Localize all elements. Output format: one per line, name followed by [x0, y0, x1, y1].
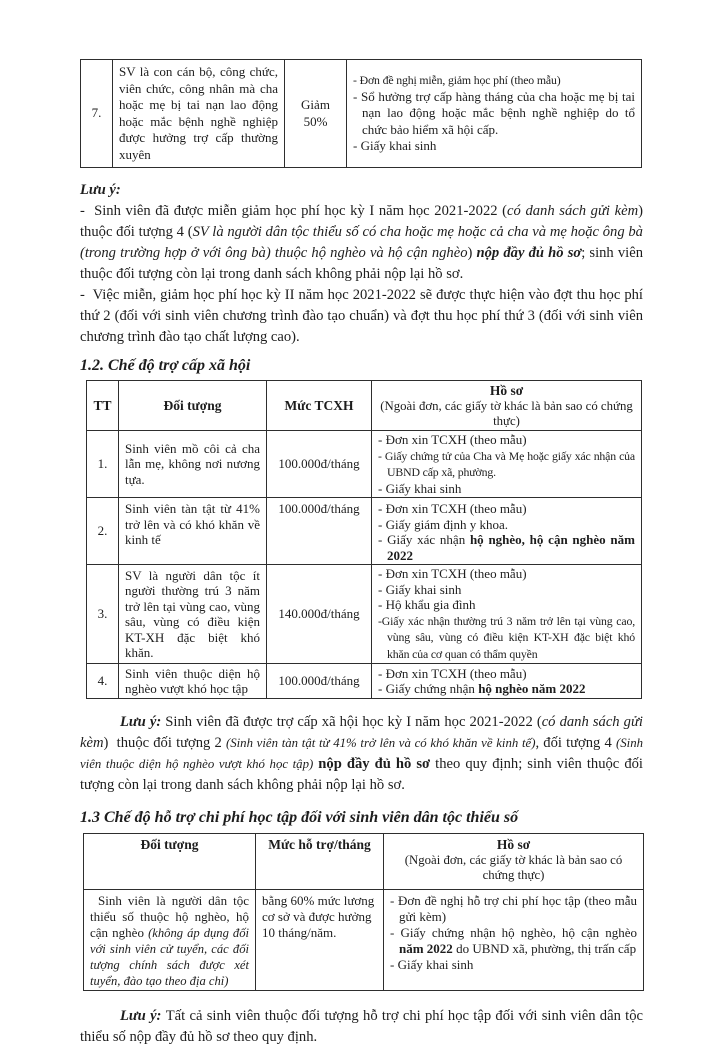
cell-muc-tcxh: 100.000đ/tháng [267, 431, 372, 498]
cell-ho-so: - Đơn xin TCXH (theo mẫu) - Giấy giám định y khoa. - Giấy xác nhận hộ nghèo, hộ cận nghèo năm 2022 [372, 498, 642, 565]
header-muc-ho-tro: Mức hỗ trợ/tháng [256, 834, 384, 890]
section-heading-1-2: 1.2. Chế độ trợ cấp xã hội [80, 357, 251, 374]
header-muc-tcxh: Mức TCXH [267, 381, 372, 431]
ho-tro-chi-phi-table [83, 833, 644, 991]
header-ho-so [384, 834, 644, 890]
cell-ho-so: - Đơn xin TCXH (theo mẫu) - Giấy chứng nhận hộ nghèo năm 2022 [372, 664, 642, 699]
cell-ho-so: - Đơn đề nghị hỗ trợ chi phí học tập (theo mẫu gửi kèm) - Giấy chứng nhận hộ nghèo, hộ cận nghèo năm 2022 do UBND xã, phường, thị trấn cấp - Giấy khai sinh [384, 890, 644, 991]
note-block-3: Lưu ý: Tất cả sinh viên thuộc đối tượng hỗ trợ chi phí học tập đối với sinh viên dân tộc thiểu số nộp đầy đủ hồ sơ theo quy định. [80, 1008, 643, 1045]
cell-ho-so: - Đơn đề nghị miễn, giảm học phí (theo mẫu) - Sổ hưởng trợ cấp hàng tháng của cha hoặc mẹ bị tai nạn lao động hoặc mắc bệnh nghề nghiệp do tổ chức bảo hiểm xã hội cấp. - Giấy khai sinh [347, 60, 642, 168]
note-block-2: Lưu ý: Sinh viên đã được trợ cấp xã hội học kỳ I năm học 2021-2022 (có danh sách gửi kèm) thuộc đối tượng 2 (Sinh viên tàn tật từ 41% trở lên và có khó khăn về kinh tế), đối tượng 4 (Sinh viên thuộc diện hộ nghèo vượt khó học tập) nộp đầy đủ hồ sơ theo quy định; sinh viên thuộc đối tượng còn lại trong danh sách không phải nộp lại hồ sơ. [80, 714, 643, 793]
note-title: Lưu ý: [80, 182, 121, 198]
cell-ho-so: - Đơn xin TCXH (theo mẫu) - Giấy khai sinh - Hộ khẩu gia đình -Giấy xác nhận thường trú 3 năm trở lên tại vùng cao, vùng sâu, vùng có điều kiện KT-XH đặc biệt khó khăn của cơ quan có thẩm quyền [372, 565, 642, 664]
header-ho-so [372, 381, 642, 431]
cell-muc-tcxh: 100.000đ/tháng [267, 664, 372, 699]
table-row [81, 60, 642, 168]
table-row [84, 890, 644, 991]
cell-row-number: 1. [87, 431, 119, 498]
cell-ho-so: - Đơn xin TCXH (theo mẫu) - Giấy chứng tử của Cha và Mẹ hoặc giấy xác nhận của UBND cấp xã, phường. - Giấy khai sinh [372, 431, 642, 498]
note-paragraph: - Việc miễn, giảm học phí học kỳ II năm học 2021-2022 sẽ được thực hiện vào đợt thu học phí thứ 2 (đối với sinh viên chương trình đào tạo chuẩn) và đợt thu học phí thứ 3 (đối với sinh viên chương trình đào tạo chất lượng cao). [80, 287, 643, 345]
note-block-1 [80, 180, 643, 348]
cell-doi-tuong: Sinh viên thuộc diện hộ nghèo vượt khó học tập [119, 664, 267, 699]
cell-row-number: 7. [81, 60, 113, 168]
section-heading-1-3: 1.3 Chế độ hỗ trợ chi phí học tập đối với sinh viên dân tộc thiểu số [80, 809, 519, 826]
cell-doi-tuong: Sinh viên tàn tật từ 41% trở lên và có khó khăn về kinh tế [119, 498, 267, 565]
header-doi-tuong: Đối tượng [84, 834, 256, 890]
header-tt: TT [87, 381, 119, 431]
cell-doi-tuong: Sinh viên mồ côi cả cha lẫn mẹ, không nơi nương tựa. [119, 431, 267, 498]
header-ho-so-title: Hồ sơ [489, 382, 524, 398]
table-row [87, 431, 642, 498]
table-row [87, 565, 642, 664]
header-ho-so-subtitle: (Ngoài đơn, các giấy tờ khác là bản sao có chứng thực) [404, 853, 623, 882]
cell-row-number: 4. [87, 664, 119, 699]
cell-doi-tuong: Sinh viên là người dân tộc thiểu số thuộc hộ nghèo, hộ cận nghèo (không áp dụng đối với sinh viên cử tuyển, các đối tượng chính sách được xét tuyển, đào tạo theo địa chỉ) [84, 890, 256, 991]
header-ho-so-title: Hồ sơ [496, 837, 531, 852]
cell-muc-giam: Giảm 50% [285, 60, 347, 168]
header-ho-so-subtitle: (Ngoài đơn, các giấy tờ khác là bản sao có chứng thực) [380, 398, 633, 428]
cell-doi-tuong: SV là con cán bộ, công chức, viên chức, công nhân mà cha hoặc mẹ bị tai nạn lao động hoặc mắc bệnh nghề nghiệp được hưởng trợ cấp thường xuyên [113, 60, 285, 168]
cell-muc-ho-tro: bằng 60% mức lương cơ sở và được hưởng 10 tháng/năm. [256, 890, 384, 991]
table-header-row [84, 834, 644, 890]
table-header-row [87, 381, 642, 431]
cell-muc-tcxh: 140.000đ/tháng [267, 565, 372, 664]
table-row [87, 664, 642, 699]
header-doi-tuong: Đối tượng [119, 381, 267, 431]
table-row [87, 498, 642, 565]
fee-exemption-table [80, 59, 642, 168]
cell-row-number: 2. [87, 498, 119, 565]
tro-cap-xa-hoi-table [86, 380, 642, 699]
cell-row-number: 3. [87, 565, 119, 664]
cell-doi-tuong: SV là người dân tộc ít người thường trú 3 năm trở lên tại vùng cao, vùng sâu, vùng có điều kiện KT-XH đặc biệt khó khăn. [119, 565, 267, 664]
cell-muc-tcxh: 100.000đ/tháng [267, 498, 372, 565]
note-paragraph: - Sinh viên đã được miễn giảm học phí học kỳ I năm học 2021-2022 (có danh sách gửi kèm) thuộc đối tượng 4 (SV là người dân tộc thiểu số có cha hoặc mẹ hoặc cả cha và mẹ hoặc ông bà (trong trường hợp ở với ông bà) thuộc hộ nghèo và hộ cận nghèo) nộp đầy đủ hồ sơ; sinh viên thuộc đối tượng còn lại trong danh sách không phải nộp lại hồ sơ. [80, 203, 643, 282]
